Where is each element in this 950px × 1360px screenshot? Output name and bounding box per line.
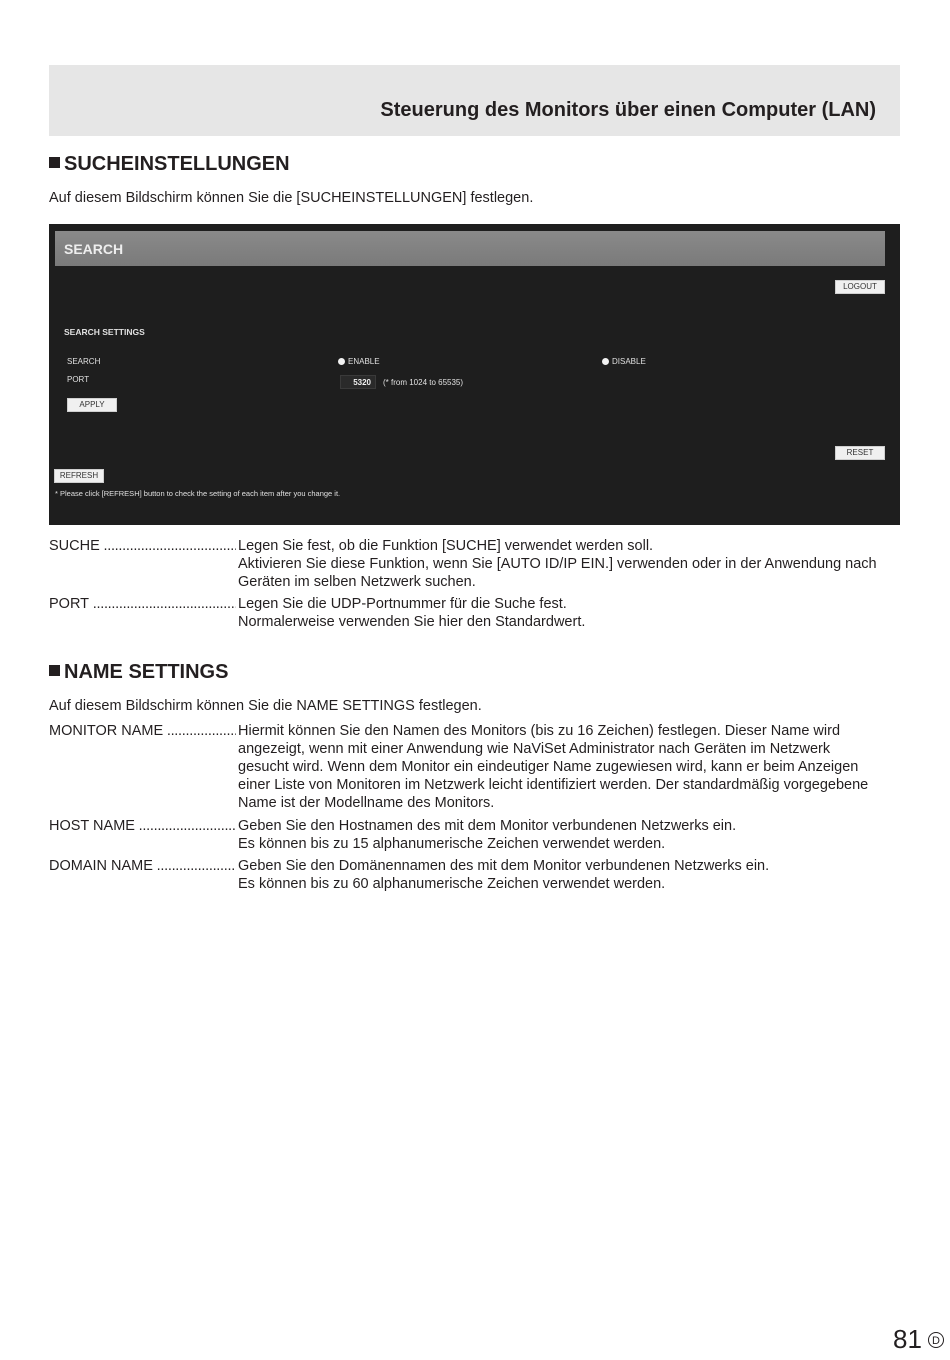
description-line: Legen Sie die UDP-Portnummer für die Suche fest.: [238, 596, 567, 612]
term-label: HOST NAME .....: [49, 817, 236, 835]
term-label: SUCHE .....: [49, 537, 236, 555]
description-line: Geben Sie den Domänennamen des mit dem Monitor verbundenen Netzwerks ein.: [238, 858, 770, 874]
apply-button[interactable]: APPLY: [67, 398, 117, 412]
definition-port: [49, 595, 900, 631]
definition-monitor-name: [49, 722, 900, 812]
language-badge: D: [928, 1332, 944, 1348]
search-settings-heading: SEARCH SETTINGS: [64, 327, 145, 337]
description-line: gesucht wird. Wenn dem Monitor ein eindeutiger Name zugewiesen wird, kann er beim Anzeigen: [238, 759, 859, 775]
logout-button[interactable]: LOGOUT: [835, 280, 885, 294]
term-label: MONITOR NAME .....: [49, 722, 236, 740]
term-description: [238, 817, 900, 853]
description-line: Normalerweise verwenden Sie hier den Standardwert.: [238, 614, 586, 630]
search-settings-screenshot: [49, 224, 900, 525]
header-title: Steuerung des Monitors über einen Computer (LAN): [380, 99, 876, 121]
enable-label: ENABLE: [348, 357, 380, 366]
section-intro: Auf diesem Bildschirm können Sie die NAME SETTINGS festlegen.: [49, 698, 482, 714]
description-line: einer Liste von Monitoren im Netzwerk leicht identifiziert werden. Der standardmäßig vorgegebene: [238, 777, 869, 793]
section-title-sucheinstellungen: [49, 153, 290, 176]
screenshot-title-bar: [55, 231, 885, 266]
page-header: [49, 65, 900, 136]
description-line: Geben Sie den Hostnamen des mit dem Monitor verbundenen Netzwerks ein.: [238, 818, 737, 834]
port-input[interactable]: 5320: [340, 375, 376, 389]
term-label: DOMAIN NAME .....: [49, 857, 236, 875]
definition-suche: [49, 537, 900, 591]
page-number: 81: [893, 1324, 922, 1354]
term-description: [238, 722, 900, 812]
description-line: Aktivieren Sie diese Funktion, wenn Sie [AUTO ID/IP EIN.] verwenden oder in der Anwendung nach: [238, 556, 877, 572]
screenshot-title: SEARCH: [64, 241, 124, 257]
section-title-text: SUCHEINSTELLUNGEN: [64, 153, 290, 175]
search-label: SEARCH: [67, 357, 101, 366]
description-line: Es können bis zu 60 alphanumerische Zeichen verwendet werden.: [238, 876, 666, 892]
description-line: Es können bis zu 15 alphanumerische Zeichen verwendet werden.: [238, 836, 666, 852]
section-title-name-settings: [49, 661, 228, 684]
disable-label: DISABLE: [612, 357, 646, 366]
term-description: [238, 857, 900, 893]
port-label: PORT: [67, 375, 90, 384]
description-line: Name ist der Modellname des Monitors.: [238, 795, 495, 811]
definition-host-name: [49, 817, 900, 853]
description-line: angezeigt, wenn mit einer Anwendung wie NaViSet Administrator nach Geräten im Netzwerk: [238, 741, 831, 757]
bullet-square-icon: [49, 665, 60, 676]
description-line: Legen Sie fest, ob die Funktion [SUCHE] verwendet werden soll.: [238, 538, 654, 554]
bullet-square-icon: [49, 157, 60, 168]
term-label: PORT .....: [49, 595, 236, 613]
description-line: Geräten im selben Netzwerk suchen.: [238, 574, 476, 590]
disable-radio[interactable]: [602, 358, 609, 365]
term-description: [238, 537, 900, 591]
section-intro: Auf diesem Bildschirm können Sie die [SUCHEINSTELLUNGEN] festlegen.: [49, 190, 534, 206]
description-line: Hiermit können Sie den Namen des Monitors (bis zu 16 Zeichen) festlegen. Dieser Name wird: [238, 723, 841, 739]
definition-domain-name: [49, 857, 900, 893]
section-title-text: NAME SETTINGS: [64, 661, 229, 683]
port-hint: (* from 1024 to 65535): [383, 378, 464, 387]
term-description: [238, 595, 900, 631]
enable-radio[interactable]: [338, 358, 345, 365]
reset-button[interactable]: RESET: [835, 446, 885, 460]
refresh-note: * Please click [REFRESH] button to check the setting of each item after you change it.: [55, 489, 341, 498]
refresh-button[interactable]: REFRESH: [54, 469, 104, 483]
